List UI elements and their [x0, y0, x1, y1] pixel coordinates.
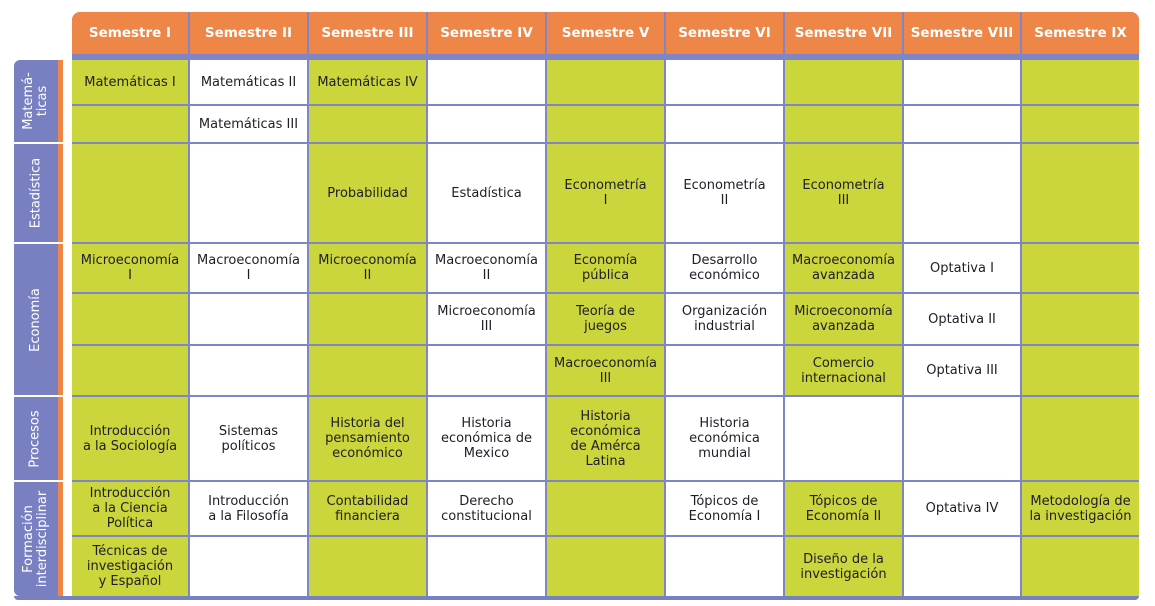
empty-cell — [785, 106, 902, 142]
subject-group-1 — [14, 60, 58, 142]
course-cell: Derecho constitucional — [428, 482, 545, 535]
empty-cell — [1022, 346, 1139, 395]
course-cell: Optativa I — [904, 244, 1020, 292]
course-cell: Econometría I — [547, 144, 664, 242]
empty-cell — [904, 537, 1020, 596]
empty-cell — [309, 346, 426, 395]
course-cell: Macroeconomía avanzada — [785, 244, 902, 292]
course-cell: Microeconomía I — [72, 244, 188, 292]
course-cell: Probabilidad — [309, 144, 426, 242]
semester-grid — [72, 12, 1139, 596]
course-cell: Introducción a la Filosofía — [190, 482, 307, 535]
course-cell: Contabilidad financiera — [309, 482, 426, 535]
course-cell: Historia económica de Amérca Latina — [547, 397, 664, 480]
course-cell: Econometría II — [666, 144, 783, 242]
empty-cell — [309, 106, 426, 142]
course-cell: Comercio internacional — [785, 346, 902, 395]
empty-cell — [785, 397, 902, 480]
semester-header-9: Semestre IX — [1022, 12, 1139, 54]
subject-group-2 — [14, 144, 58, 242]
empty-cell — [1022, 294, 1139, 344]
empty-cell — [547, 482, 664, 535]
empty-cell — [666, 106, 783, 142]
course-cell: Metodología de la investigación — [1022, 482, 1139, 535]
course-cell: Microeconomía avanzada — [785, 294, 902, 344]
course-cell: Tópicos de Economía II — [785, 482, 902, 535]
subject-group-5 — [14, 482, 58, 596]
empty-cell — [428, 537, 545, 596]
subject-group-label: Matemá- ticas — [21, 72, 51, 130]
course-cell: Historia económica mundial — [666, 397, 783, 480]
empty-cell — [72, 144, 188, 242]
subject-group-label: Formación interdisciplinar — [21, 490, 51, 588]
semester-header-7: Semestre VII — [785, 12, 902, 54]
empty-cell — [666, 346, 783, 395]
subject-group-label: Estadística — [28, 157, 44, 229]
course-cell: Historia del pensamiento económico — [309, 397, 426, 480]
empty-cell — [547, 537, 664, 596]
course-cell: Microeconomía II — [309, 244, 426, 292]
subject-group-3 — [14, 244, 58, 395]
empty-cell — [72, 106, 188, 142]
empty-cell — [1022, 106, 1139, 142]
table-bottom-border — [14, 596, 1139, 600]
empty-cell — [428, 106, 545, 142]
course-cell: Optativa II — [904, 294, 1020, 344]
empty-cell — [309, 537, 426, 596]
group-accent-bar — [58, 482, 63, 596]
empty-cell — [1022, 60, 1139, 104]
course-cell: Optativa IV — [904, 482, 1020, 535]
group-accent-bar — [58, 60, 63, 142]
empty-cell — [1022, 537, 1139, 596]
empty-cell — [428, 60, 545, 104]
subject-group-label: Procesos — [28, 409, 43, 468]
semester-header-4: Semestre IV — [428, 12, 545, 54]
course-cell: Matemáticas II — [190, 60, 307, 104]
empty-cell — [309, 294, 426, 344]
empty-cell — [72, 294, 188, 344]
empty-cell — [72, 346, 188, 395]
empty-cell — [666, 537, 783, 596]
semester-header-5: Semestre V — [547, 12, 664, 54]
course-cell: Organización industrial — [666, 294, 783, 344]
course-cell: Introducción a la Sociología — [72, 397, 188, 480]
empty-cell — [547, 106, 664, 142]
group-accent-bar — [58, 144, 63, 242]
empty-cell — [1022, 397, 1139, 480]
course-cell: Macroeconomía I — [190, 244, 307, 292]
empty-cell — [190, 346, 307, 395]
course-cell: Teoría de juegos — [547, 294, 664, 344]
course-cell: Macroeconomía II — [428, 244, 545, 292]
empty-cell — [547, 60, 664, 104]
course-cell: Historia económica de Mexico — [428, 397, 545, 480]
course-cell: Optativa III — [904, 346, 1020, 395]
empty-cell — [428, 346, 545, 395]
group-accent-bar — [58, 244, 63, 395]
semester-header-3: Semestre III — [309, 12, 426, 54]
empty-cell — [904, 60, 1020, 104]
empty-cell — [1022, 144, 1139, 242]
group-accent-bar — [58, 397, 63, 480]
subject-groups — [14, 56, 72, 596]
semester-header-6: Semestre VI — [666, 12, 783, 54]
course-cell: Matemáticas IV — [309, 60, 426, 104]
course-cell: Técnicas de investigación y Español — [72, 537, 188, 596]
course-cell: Estadística — [428, 144, 545, 242]
semester-header-2: Semestre II — [190, 12, 307, 54]
empty-cell — [666, 60, 783, 104]
empty-cell — [190, 294, 307, 344]
semester-header-8: Semestre VIII — [904, 12, 1020, 54]
course-cell: Matemáticas I — [72, 60, 188, 104]
course-cell: Macroeconomía III — [547, 346, 664, 395]
empty-cell — [190, 144, 307, 242]
empty-cell — [904, 106, 1020, 142]
course-cell: Introducción a la Ciencia Política — [72, 482, 188, 535]
subject-group-4 — [14, 397, 58, 480]
empty-cell — [904, 144, 1020, 242]
course-cell: Economía pública — [547, 244, 664, 292]
semester-header-1: Semestre I — [72, 12, 188, 54]
course-cell: Matemáticas III — [190, 106, 307, 142]
course-cell: Sistemas políticos — [190, 397, 307, 480]
course-cell: Tópicos de Economía I — [666, 482, 783, 535]
course-cell: Microeconomía III — [428, 294, 545, 344]
course-cell: Diseño de la investigación — [785, 537, 902, 596]
subject-group-label: Economía — [28, 287, 43, 352]
course-cell: Desarrollo económico — [666, 244, 783, 292]
course-cell: Econometría III — [785, 144, 902, 242]
empty-cell — [785, 60, 902, 104]
empty-cell — [1022, 244, 1139, 292]
empty-cell — [904, 397, 1020, 480]
empty-cell — [190, 537, 307, 596]
